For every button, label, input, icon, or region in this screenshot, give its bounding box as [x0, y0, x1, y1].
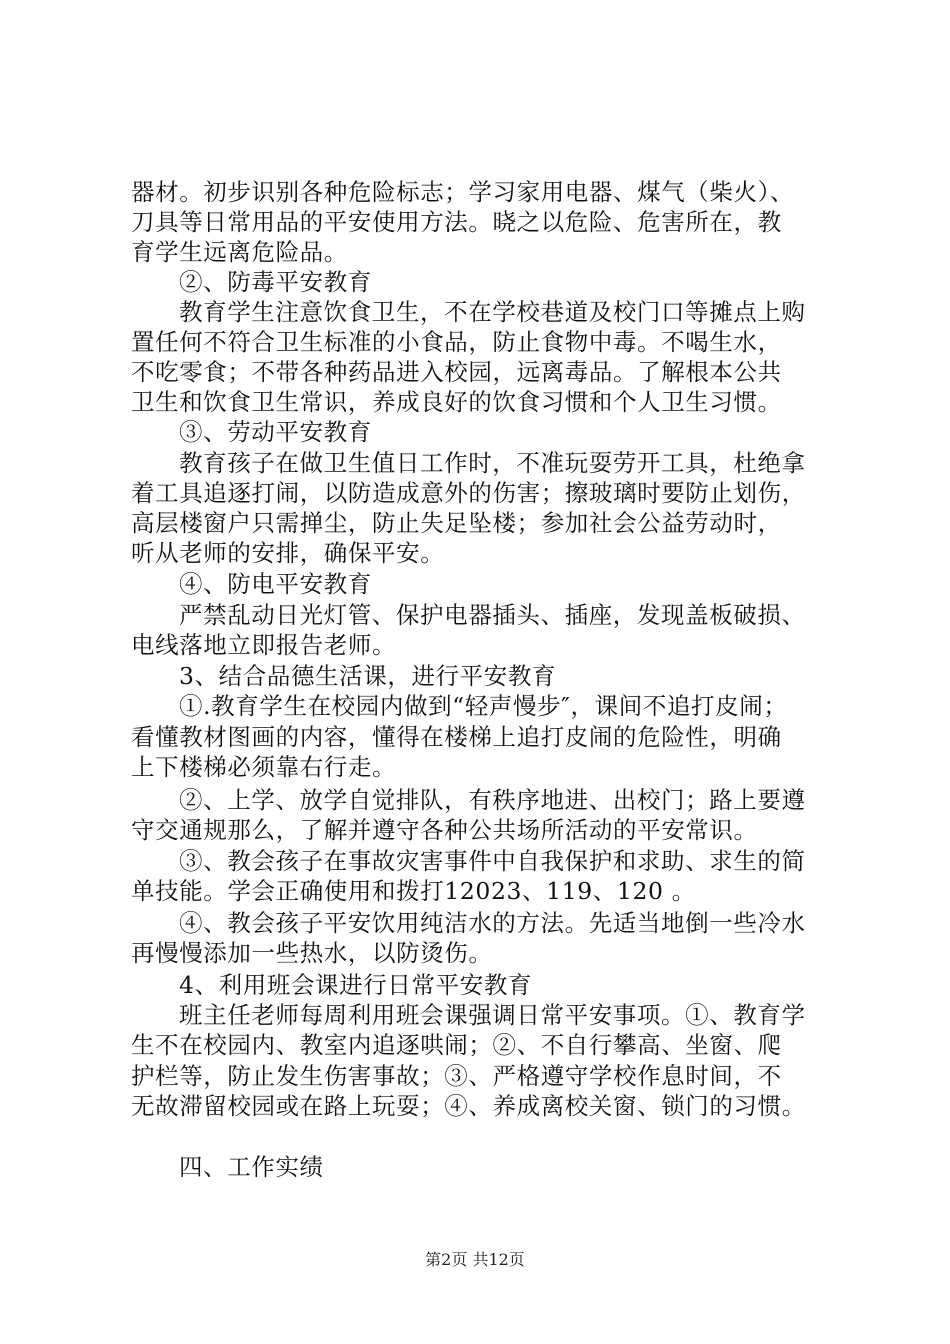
body-text-line: 守交通规那么，了解并遵守各种公共场所活动的平安常识。	[131, 816, 758, 844]
section-heading: 3、结合品德生活课，进行平安教育	[179, 662, 557, 690]
subsection-heading: ②、防毒平安教育	[179, 268, 372, 296]
body-text-line: 看懂教材图画的内容，懂得在楼梯上追打皮闹的危险性，明确	[131, 723, 782, 751]
body-text-line: 教育学生注意饮食卫生，不在学校巷道及校门口等摊点上购	[179, 298, 806, 326]
body-text-line: 教育孩子在做卫生值日工作时，不准玩耍劳开工具，杜绝拿	[179, 449, 806, 477]
body-text-line: 器材。初步识别各种危险标志；学习家用电器、煤气（柴火）、	[131, 178, 795, 206]
body-text-line: ①.教育学生在校园内做到“轻声慢步″，课间不追打皮闹；	[179, 692, 788, 720]
body-text-line: ④、教会孩子平安饮用纯洁水的方法。先适当地倒一些冷水	[179, 909, 806, 937]
chapter-heading: 四、工作实绩	[179, 1153, 324, 1181]
body-text-line: 班主任老师每周利用班会课强调日常平安事项。①、教育学	[179, 1001, 806, 1029]
page-number-footer: 第2页 共12页	[425, 1250, 525, 1269]
body-text-line: 生不在校园内、教室内追逐哄闹；②、不自行攀高、坐窗、爬	[131, 1031, 782, 1059]
body-text-line: 护栏等，防止发生伤害事故；③、严格遵守学校作息时间，不	[131, 1062, 782, 1090]
body-text-line: 不吃零食；不带各种药品进入校园，远离毒品。了解根本公共	[131, 358, 782, 386]
body-text-line: 刀具等日常用品的平安使用方法。晓之以危险、危害所在，教	[131, 208, 782, 236]
body-text-line: ③、教会孩子在事故灾害事件中自我保护和求助、求生的简	[179, 847, 806, 875]
body-text-line: 严禁乱动日光灯管、保护电器插头、插座，发现盖板破损、	[179, 601, 806, 629]
body-text-line: 高层楼窗户只需掸尘，防止失足坠楼；参加社会公益劳动时，	[131, 509, 782, 537]
body-text-line: 无故滞留校园或在路上玩耍；④、养成离校关窗、锁门的习惯。	[131, 1092, 806, 1120]
body-text-line: 听从老师的安排，确保平安。	[131, 539, 445, 567]
body-text-line: 着工具追逐打闹，以防造成意外的伤害；擦玻璃时要防止划伤，	[131, 479, 806, 507]
body-text-line: 上下楼梯必须靠右行走。	[131, 753, 397, 781]
body-text-line: 卫生和饮食卫生常识，养成良好的饮食习惯和个人卫生习惯。	[131, 388, 782, 416]
subsection-heading: ④、防电平安教育	[179, 570, 372, 598]
body-text-line: 单技能。学会正确使用和拨打12023、119、120 。	[131, 877, 696, 905]
body-text-line: 育学生远离危险品。	[131, 238, 348, 266]
body-text-line: 电线落地立即报告老师。	[131, 631, 397, 659]
body-text-line: 再慢慢添加一些热水，以防烫伤。	[131, 939, 493, 967]
subsection-heading: ③、劳动平安教育	[179, 418, 372, 446]
section-heading: 4、利用班会课进行日常平安教育	[179, 971, 532, 999]
body-text-line: 置任何不符合卫生标准的小食品，防止食物中毒。不喝生水，	[131, 328, 782, 356]
body-text-line: ②、上学、放学自觉排队，有秩序地进、出校门；路上要遵	[179, 786, 806, 814]
